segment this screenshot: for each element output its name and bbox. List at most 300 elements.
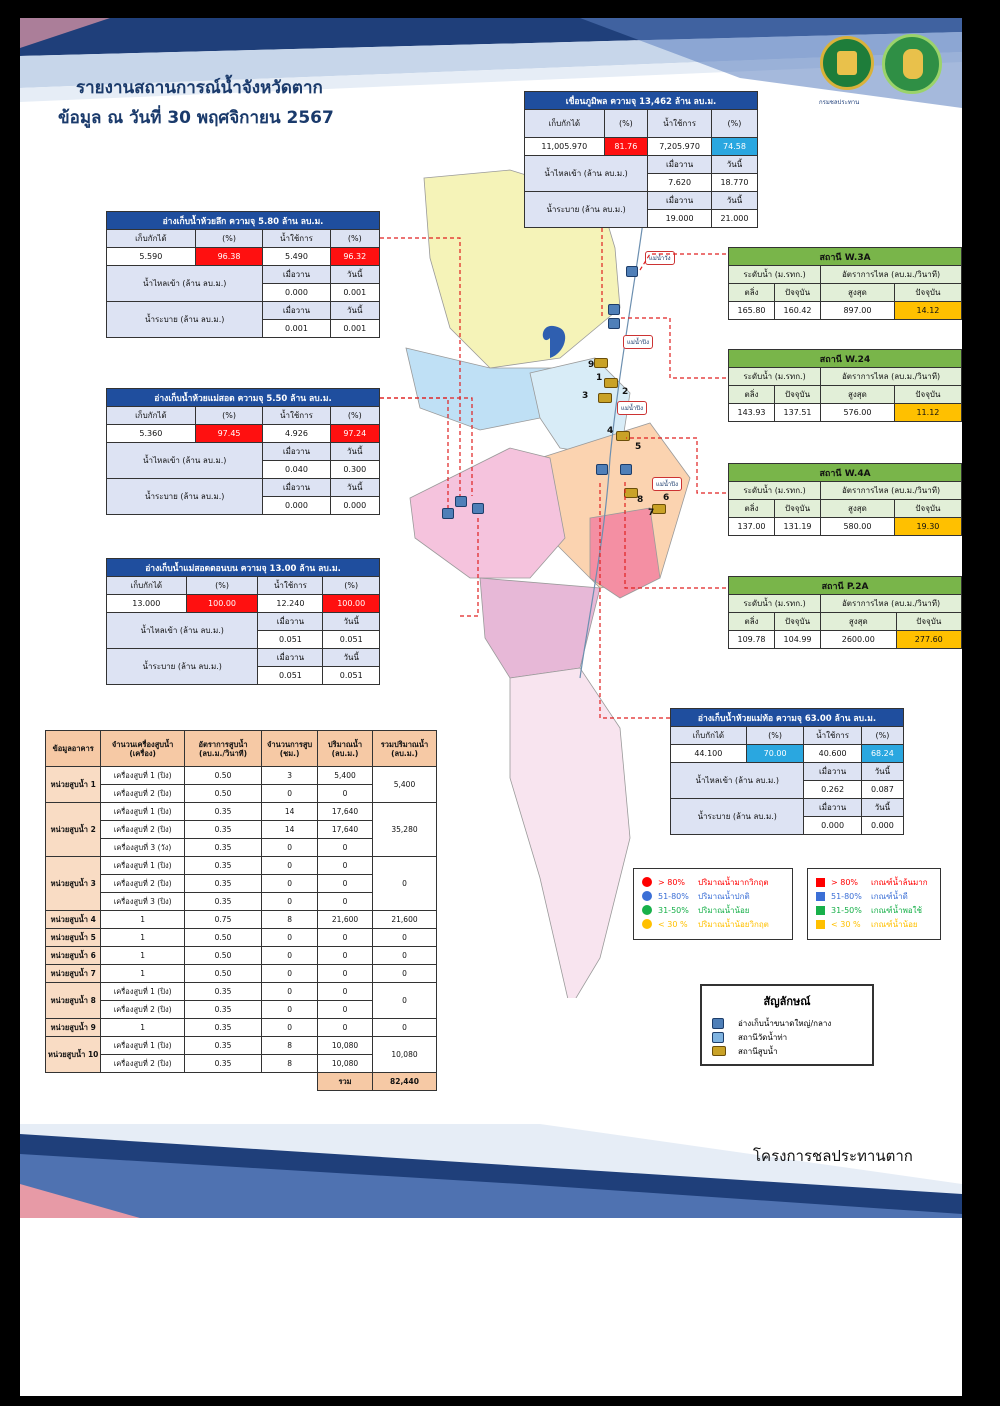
river-label-3: แม่น้ำปิง bbox=[617, 401, 647, 415]
pump-rate: 0.35 bbox=[184, 857, 261, 875]
col-use: น้ำใช้การ bbox=[804, 727, 861, 745]
col-use: น้ำใช้การ bbox=[263, 230, 330, 248]
station-title: สถานี W.4A bbox=[729, 464, 962, 482]
huaimaetor-table bbox=[670, 708, 904, 835]
outflow-yesterday: 0.000 bbox=[804, 817, 861, 835]
pump-machine: เครื่องสูบที่ 1 (ปิง) bbox=[101, 767, 184, 785]
status-dot-icon bbox=[642, 877, 652, 887]
today-label: วันนี้ bbox=[330, 443, 379, 461]
legend-item bbox=[642, 917, 784, 931]
pump-col-building: ข้อมูลอาคาร bbox=[46, 731, 101, 767]
store-value: 44.100 bbox=[671, 745, 747, 763]
col-pct: (%) bbox=[746, 727, 804, 745]
pump-volume: 0 bbox=[318, 983, 373, 1001]
flow-header: อัตราการไหล (ลบ.ม./วินาที) bbox=[821, 266, 962, 284]
huaimaesot-table bbox=[106, 388, 380, 515]
yesterday-label: เมื่อวาน bbox=[258, 649, 323, 667]
outflow-label: น้ำระบาย (ล้าน ลบ.ม.) bbox=[107, 302, 263, 338]
report-page bbox=[20, 18, 962, 1396]
col-store: เก็บกักได้ bbox=[107, 230, 196, 248]
symbols-legend bbox=[700, 984, 874, 1066]
table-row bbox=[46, 1019, 437, 1037]
pump-hours: 0 bbox=[262, 1001, 318, 1019]
table-row bbox=[46, 767, 437, 785]
max-value: 897.00 bbox=[821, 302, 895, 320]
pump-rate: 0.50 bbox=[184, 767, 261, 785]
col-current-flow: ปัจจุบัน bbox=[894, 500, 961, 518]
pump-hours: 8 bbox=[262, 1055, 318, 1073]
map-num-2: 2 bbox=[622, 387, 629, 397]
symbols-title: สัญลักษณ์ bbox=[763, 995, 811, 1008]
footer-banner bbox=[20, 1124, 962, 1220]
pump-unit-total: 0 bbox=[373, 929, 437, 947]
inflow-yesterday: 0.051 bbox=[258, 631, 323, 649]
store-pct: 81.76 bbox=[604, 138, 648, 156]
inflow-label: น้ำไหลเข้า (ล้าน ลบ.ม.) bbox=[107, 443, 263, 479]
flow-header: อัตราการไหล (ลบ.ม./วินาที) bbox=[821, 595, 962, 613]
today-label: วันนี้ bbox=[323, 613, 380, 631]
pump-rate: 0.50 bbox=[184, 947, 261, 965]
legend-criteria bbox=[807, 868, 941, 940]
pump-rate: 0.50 bbox=[184, 965, 261, 983]
store-pct: 97.45 bbox=[195, 425, 263, 443]
legend-text: ปริมาณน้ำปกติ bbox=[698, 891, 750, 901]
pump-hours: 14 bbox=[262, 803, 318, 821]
table-row bbox=[46, 983, 437, 1001]
yesterday-label: เมื่อวาน bbox=[804, 799, 861, 817]
pump-machine: เครื่องสูบที่ 2 (ปิง) bbox=[101, 1055, 184, 1073]
pump-hours: 0 bbox=[262, 965, 318, 983]
use-pct: 97.24 bbox=[330, 425, 379, 443]
outflow-yesterday: 0.000 bbox=[263, 497, 330, 515]
station-title: สถานี W.24 bbox=[729, 350, 962, 368]
pump-rate: 0.50 bbox=[184, 929, 261, 947]
pump-hours: 0 bbox=[262, 1019, 318, 1037]
pump-unit-total: 10,080 bbox=[373, 1037, 437, 1073]
river-label-2: แม่น้ำปิง bbox=[623, 335, 653, 349]
river-label-4: แม่น้ำปิง bbox=[652, 477, 682, 491]
map-num-9: 9 bbox=[588, 360, 595, 370]
pump-unit-name: หน่วยสูบน้ำ 1 bbox=[46, 767, 101, 803]
pump-hours: 0 bbox=[262, 875, 318, 893]
pump-volume: 0 bbox=[318, 1019, 373, 1037]
pump-volume: 0 bbox=[318, 857, 373, 875]
use-value: 40.600 bbox=[804, 745, 861, 763]
inflow-label: น้ำไหลเข้า (ล้าน ลบ.ม.) bbox=[671, 763, 804, 799]
yesterday-label: เมื่อวาน bbox=[263, 479, 330, 497]
pump-volume: 10,080 bbox=[318, 1055, 373, 1073]
page-title: รายงานสถานการณ์น้ำจังหวัดตาก bbox=[76, 78, 323, 98]
map-num-1: 1 bbox=[596, 373, 603, 383]
pump-total-value: 82,440 bbox=[373, 1073, 437, 1091]
status-square-icon bbox=[816, 892, 825, 901]
map-num-7: 7 bbox=[648, 508, 655, 518]
legend-item bbox=[816, 889, 932, 903]
pump-hours: 0 bbox=[262, 947, 318, 965]
max-value: 576.00 bbox=[821, 404, 895, 422]
store-pct: 100.00 bbox=[186, 595, 258, 613]
use-pct: 68.24 bbox=[861, 745, 903, 763]
pump-col-total: รวมปริมาณน้ำ (ลบ.ม.) bbox=[373, 731, 437, 767]
status-dot-icon bbox=[642, 919, 652, 929]
legend-text: เกณฑ์น้ำล้นมาก bbox=[871, 877, 928, 887]
outflow-today: 0.000 bbox=[861, 817, 903, 835]
col-current-flow: ปัจจุบัน bbox=[894, 284, 961, 302]
level-value: 131.19 bbox=[775, 518, 821, 536]
pump-volume: 0 bbox=[318, 785, 373, 803]
pump-volume: 5,400 bbox=[318, 767, 373, 785]
outflow-today: 0.001 bbox=[330, 320, 379, 338]
col-pct: (%) bbox=[186, 577, 258, 595]
max-value: 580.00 bbox=[821, 518, 895, 536]
today-label: วันนี้ bbox=[711, 192, 757, 210]
pump-rate: 0.35 bbox=[184, 875, 261, 893]
outflow-today: 0.000 bbox=[330, 497, 379, 515]
pump-unit-total: 0 bbox=[373, 983, 437, 1019]
col-current: ปัจจุบัน bbox=[775, 284, 821, 302]
legend-pct: < 30 % bbox=[831, 919, 861, 929]
legend-text: ปริมาณน้ำน้อยวิกฤต bbox=[698, 919, 769, 929]
pump-hours: 0 bbox=[262, 893, 318, 911]
pump-col-hours: จำนวนการสูบ (ชม.) bbox=[262, 731, 318, 767]
pump-rate: 0.35 bbox=[184, 983, 261, 1001]
symbol-reservoir-label: อ่างเก็บน้ำขนาดใหญ่/กลาง bbox=[738, 1018, 832, 1028]
legend-pct: 51-80% bbox=[831, 891, 862, 901]
pump-rate: 0.35 bbox=[184, 1001, 261, 1019]
yesterday-label: เมื่อวาน bbox=[804, 763, 861, 781]
col-store: เก็บกักได้ bbox=[525, 110, 605, 138]
today-label: วันนี้ bbox=[861, 763, 903, 781]
status-dot-icon bbox=[642, 905, 652, 915]
pump-machine: 1 bbox=[101, 911, 184, 929]
legend-reservoir-status bbox=[633, 868, 793, 940]
outflow-label: น้ำระบาย (ล้าน ลบ.ม.) bbox=[525, 192, 648, 228]
col-pct2: (%) bbox=[323, 577, 380, 595]
huailuek-table bbox=[106, 211, 380, 338]
pump-machine: เครื่องสูบที่ 2 (ปิง) bbox=[101, 875, 184, 893]
table-row bbox=[46, 803, 437, 821]
use-pct: 96.32 bbox=[330, 248, 379, 266]
use-value: 7,205.970 bbox=[648, 138, 712, 156]
pump-unit-total: 0 bbox=[373, 1019, 437, 1037]
pump-hours: 3 bbox=[262, 767, 318, 785]
pump-station-table bbox=[45, 730, 437, 1091]
col-max: สูงสุด bbox=[821, 613, 897, 631]
pump-unit-total: 0 bbox=[373, 965, 437, 983]
store-value: 11,005.970 bbox=[525, 138, 605, 156]
table-row bbox=[46, 911, 437, 929]
store-value: 5.590 bbox=[107, 248, 196, 266]
col-pct2: (%) bbox=[861, 727, 903, 745]
store-value: 5.360 bbox=[107, 425, 196, 443]
level-value: 160.42 bbox=[775, 302, 821, 320]
pump-machine: เครื่องสูบที่ 1 (ปิง) bbox=[101, 983, 184, 1001]
pump-unit-name: หน่วยสูบน้ำ 7 bbox=[46, 965, 101, 983]
legend-item bbox=[816, 917, 932, 931]
col-bank: ตลิ่ง bbox=[729, 284, 775, 302]
store-pct: 96.38 bbox=[195, 248, 263, 266]
pump-hours: 0 bbox=[262, 983, 318, 1001]
outflow-yesterday: 0.051 bbox=[258, 667, 323, 685]
table-row bbox=[46, 965, 437, 983]
yesterday-label: เมื่อวาน bbox=[263, 266, 330, 284]
status-square-icon bbox=[816, 878, 825, 887]
level-header: ระดับน้ำ (ม.รทก.) bbox=[729, 368, 821, 386]
symbol-pump-label: สถานีสูบน้ำ bbox=[738, 1046, 778, 1056]
legend-pct: > 80% bbox=[658, 877, 686, 887]
pump-machine: เครื่องสูบที่ 2 (ปิง) bbox=[101, 1001, 184, 1019]
use-value: 4.926 bbox=[263, 425, 330, 443]
pump-unit-total: 5,400 bbox=[373, 767, 437, 803]
pump-rate: 0.35 bbox=[184, 821, 261, 839]
use-pct: 100.00 bbox=[323, 595, 380, 613]
pump-volume: 0 bbox=[318, 1001, 373, 1019]
col-pct: (%) bbox=[604, 110, 648, 138]
legend-pct: 51-80% bbox=[658, 891, 689, 901]
inflow-today: 0.051 bbox=[323, 631, 380, 649]
pump-rate: 0.35 bbox=[184, 1055, 261, 1073]
today-label: วันนี้ bbox=[330, 302, 379, 320]
pump-machine: เครื่องสูบที่ 2 (ปิง) bbox=[101, 785, 184, 803]
flow-value: 14.12 bbox=[894, 302, 961, 320]
pump-machine: เครื่องสูบที่ 1 (ปิง) bbox=[101, 857, 184, 875]
level-header: ระดับน้ำ (ม.รทก.) bbox=[729, 595, 821, 613]
pump-total-label: รวม bbox=[318, 1073, 373, 1091]
level-value: 104.99 bbox=[775, 631, 821, 649]
huaimaesot-title: อ่างเก็บน้ำห้วยแม่สอด ความจุ 5.50 ล้าน ลบ.ม. bbox=[107, 389, 380, 407]
table-row bbox=[46, 929, 437, 947]
legend-pct: 31-50% bbox=[658, 905, 689, 915]
pump-volume: 17,640 bbox=[318, 821, 373, 839]
legend-pct: 31-50% bbox=[831, 905, 862, 915]
pump-machine: เครื่องสูบที่ 3 (วัง) bbox=[101, 839, 184, 857]
yesterday-label: เมื่อวาน bbox=[263, 443, 330, 461]
yesterday-label: เมื่อวาน bbox=[263, 302, 330, 320]
map-num-3: 3 bbox=[582, 391, 589, 401]
station-p2a-table bbox=[728, 576, 962, 649]
pump-rate: 0.75 bbox=[184, 911, 261, 929]
pump-machine: เครื่องสูบที่ 1 (ปิง) bbox=[101, 803, 184, 821]
pump-unit-total: 0 bbox=[373, 947, 437, 965]
inflow-yesterday: 0.000 bbox=[263, 284, 330, 302]
outflow-label: น้ำระบาย (ล้าน ลบ.ม.) bbox=[671, 799, 804, 835]
col-current: ปัจจุบัน bbox=[775, 386, 821, 404]
pump-volume: 0 bbox=[318, 875, 373, 893]
pump-rate: 0.35 bbox=[184, 1037, 261, 1055]
legend-text: เกณฑ์น้ำพอใช้ bbox=[871, 905, 923, 915]
bhumibol-title: เขื่อนภูมิพล ความจุ 13,462 ล้าน ลบ.ม. bbox=[525, 92, 758, 110]
inflow-label: น้ำไหลเข้า (ล้าน ลบ.ม.) bbox=[107, 613, 258, 649]
use-value: 12.240 bbox=[258, 595, 323, 613]
pump-col-count: จำนวนเครื่องสูบน้ำ (เครื่อง) bbox=[101, 731, 184, 767]
footer-organization: โครงการชลประทานตาก bbox=[753, 1147, 913, 1165]
legend-text: เกณฑ์น้ำดี bbox=[871, 891, 908, 901]
pump-unit-name: หน่วยสูบน้ำ 10 bbox=[46, 1037, 101, 1073]
inflow-yesterday: 0.262 bbox=[804, 781, 861, 799]
today-label: วันนี้ bbox=[330, 479, 379, 497]
today-label: วันนี้ bbox=[861, 799, 903, 817]
col-current: ปัจจุบัน bbox=[775, 500, 821, 518]
pump-unit-name: หน่วยสูบน้ำ 9 bbox=[46, 1019, 101, 1037]
status-square-icon bbox=[816, 920, 825, 929]
col-pct: (%) bbox=[195, 407, 263, 425]
pump-hours: 8 bbox=[262, 1037, 318, 1055]
pump-rate: 0.35 bbox=[184, 893, 261, 911]
outflow-label: น้ำระบาย (ล้าน ลบ.ม.) bbox=[107, 649, 258, 685]
station-w24-table bbox=[728, 349, 962, 422]
pump-machine: เครื่องสูบที่ 2 (ปิง) bbox=[101, 821, 184, 839]
today-label: วันนี้ bbox=[323, 649, 380, 667]
reservoir-icon bbox=[712, 1018, 724, 1029]
bank-value: 137.00 bbox=[729, 518, 775, 536]
pump-station-icon bbox=[712, 1046, 726, 1056]
huailuek-title: อ่างเก็บน้ำห้วยลึก ความจุ 5.80 ล้าน ลบ.ม. bbox=[107, 212, 380, 230]
pump-machine: เครื่องสูบที่ 1 (ปิง) bbox=[101, 1037, 184, 1055]
col-store: เก็บกักได้ bbox=[107, 407, 196, 425]
pump-hours: 0 bbox=[262, 857, 318, 875]
pump-volume: 0 bbox=[318, 965, 373, 983]
inflow-today: 0.300 bbox=[330, 461, 379, 479]
inflow-today: 0.087 bbox=[861, 781, 903, 799]
flow-value: 19.30 bbox=[894, 518, 961, 536]
pump-unit-name: หน่วยสูบน้ำ 6 bbox=[46, 947, 101, 965]
pump-hours: 0 bbox=[262, 839, 318, 857]
col-pct2: (%) bbox=[330, 407, 379, 425]
today-label: วันนี้ bbox=[711, 156, 757, 174]
flow-value: 11.12 bbox=[894, 404, 961, 422]
col-max: สูงสุด bbox=[821, 284, 895, 302]
col-use: น้ำใช้การ bbox=[648, 110, 712, 138]
pump-machine: 1 bbox=[101, 965, 184, 983]
outflow-yesterday: 0.001 bbox=[263, 320, 330, 338]
symbol-gauge-label: สถานีวัดน้ำท่า bbox=[738, 1032, 788, 1042]
legend-item bbox=[816, 875, 932, 889]
legend-pct: < 30 % bbox=[658, 919, 688, 929]
flow-header: อัตราการไหล (ลบ.ม./วินาที) bbox=[821, 368, 962, 386]
pump-rate: 0.35 bbox=[184, 803, 261, 821]
table-row bbox=[46, 947, 437, 965]
outflow-label: น้ำระบาย (ล้าน ลบ.ม.) bbox=[107, 479, 263, 515]
outflow-today: 21.000 bbox=[711, 210, 757, 228]
inflow-today: 0.001 bbox=[330, 284, 379, 302]
store-pct: 70.00 bbox=[746, 745, 804, 763]
legend-text: ปริมาณน้ำมากวิกฤต bbox=[698, 877, 769, 887]
pump-volume: 0 bbox=[318, 893, 373, 911]
huaimaetor-title: อ่างเก็บน้ำห้วยแม่ท้อ ความจุ 63.00 ล้าน ลบ.ม. bbox=[671, 709, 904, 727]
level-header: ระดับน้ำ (ม.รทก.) bbox=[729, 482, 821, 500]
map-num-5: 5 bbox=[635, 442, 642, 452]
bhumibol-table bbox=[524, 91, 758, 228]
col-use: น้ำใช้การ bbox=[258, 577, 323, 595]
legend-item bbox=[642, 889, 784, 903]
pump-col-rate: อัตราการสูบน้ำ (ลบ.ม./วินาที) bbox=[184, 731, 261, 767]
gauge-station-icon bbox=[712, 1032, 724, 1043]
pump-unit-total: 21,600 bbox=[373, 911, 437, 929]
legend-item bbox=[642, 903, 784, 917]
map-num-6: 6 bbox=[663, 493, 670, 503]
col-pct2: (%) bbox=[330, 230, 379, 248]
pump-volume: 17,640 bbox=[318, 803, 373, 821]
inflow-label: น้ำไหลเข้า (ล้าน ลบ.ม.) bbox=[525, 156, 648, 192]
pump-volume: 10,080 bbox=[318, 1037, 373, 1055]
status-dot-icon bbox=[642, 891, 652, 901]
pump-col-volume: ปริมาณน้ำ (ลบ.ม.) bbox=[318, 731, 373, 767]
legend-pct: > 80% bbox=[831, 877, 859, 887]
col-current: ปัจจุบัน bbox=[775, 613, 821, 631]
max-value: 2600.00 bbox=[821, 631, 897, 649]
maesotdonbon-title: อ่างเก็บน้ำแม่สอดตอนบน ความจุ 13.00 ล้าน ลบ.ม. bbox=[107, 559, 380, 577]
inflow-yesterday: 0.040 bbox=[263, 461, 330, 479]
bank-value: 109.78 bbox=[729, 631, 775, 649]
station-title: สถานี P.2A bbox=[729, 577, 962, 595]
col-bank: ตลิ่ง bbox=[729, 500, 775, 518]
col-store: เก็บกักได้ bbox=[107, 577, 187, 595]
pump-hours: 0 bbox=[262, 785, 318, 803]
legend-text: เกณฑ์น้ำน้อย bbox=[871, 919, 918, 929]
yesterday-label: เมื่อวาน bbox=[258, 613, 323, 631]
pump-volume: 0 bbox=[318, 929, 373, 947]
pump-unit-name: หน่วยสูบน้ำ 4 bbox=[46, 911, 101, 929]
pump-hours: 0 bbox=[262, 929, 318, 947]
inflow-label: น้ำไหลเข้า (ล้าน ลบ.ม.) bbox=[107, 266, 263, 302]
use-value: 5.490 bbox=[263, 248, 330, 266]
level-header: ระดับน้ำ (ม.รทก.) bbox=[729, 266, 821, 284]
pump-hours: 8 bbox=[262, 911, 318, 929]
map-num-8: 8 bbox=[637, 495, 644, 505]
outflow-today: 0.051 bbox=[323, 667, 380, 685]
pump-machine: 1 bbox=[101, 929, 184, 947]
pump-unit-name: หน่วยสูบน้ำ 2 bbox=[46, 803, 101, 857]
legend-item bbox=[816, 903, 932, 917]
legend-item bbox=[642, 875, 784, 889]
pump-rate: 0.35 bbox=[184, 1019, 261, 1037]
river-label-1: แม่น้ำวัง bbox=[645, 251, 675, 265]
col-current-flow: ปัจจุบัน bbox=[894, 386, 961, 404]
pump-machine: 1 bbox=[101, 1019, 184, 1037]
pump-unit-total: 0 bbox=[373, 857, 437, 911]
table-row bbox=[46, 857, 437, 875]
col-bank: ตลิ่ง bbox=[729, 613, 775, 631]
level-value: 137.51 bbox=[775, 404, 821, 422]
store-value: 13.000 bbox=[107, 595, 187, 613]
col-use: น้ำใช้การ bbox=[263, 407, 330, 425]
col-max: สูงสุด bbox=[821, 386, 895, 404]
pump-rate: 0.35 bbox=[184, 839, 261, 857]
yesterday-label: เมื่อวาน bbox=[648, 192, 712, 210]
rid-logo: กรมชลประทาน bbox=[820, 36, 874, 90]
flow-value: 277.60 bbox=[896, 631, 961, 649]
col-current-flow: ปัจจุบัน bbox=[896, 613, 961, 631]
map-num-4: 4 bbox=[607, 426, 614, 436]
pump-unit-name: หน่วยสูบน้ำ 5 bbox=[46, 929, 101, 947]
maesotdonbon-table bbox=[106, 558, 380, 685]
today-label: วันนี้ bbox=[330, 266, 379, 284]
report-date: ข้อมูล ณ วันที่ 30 พฤศจิกายน 2567 bbox=[58, 108, 334, 128]
legend-text: ปริมาณน้ำน้อย bbox=[698, 905, 750, 915]
bank-value: 143.93 bbox=[729, 404, 775, 422]
pump-unit-name: หน่วยสูบน้ำ 3 bbox=[46, 857, 101, 911]
bank-value: 165.80 bbox=[729, 302, 775, 320]
flow-header: อัตราการไหล (ลบ.ม./วินาที) bbox=[821, 482, 962, 500]
pump-unit-name: หน่วยสูบน้ำ 8 bbox=[46, 983, 101, 1019]
table-row bbox=[46, 1037, 437, 1055]
pump-machine: เครื่องสูบที่ 3 (ปิง) bbox=[101, 893, 184, 911]
station-title: สถานี W.3A bbox=[729, 248, 962, 266]
station-w3a-table bbox=[728, 247, 962, 320]
pump-unit-total: 35,280 bbox=[373, 803, 437, 857]
pump-rate: 0.50 bbox=[184, 785, 261, 803]
col-store: เก็บกักได้ bbox=[671, 727, 747, 745]
